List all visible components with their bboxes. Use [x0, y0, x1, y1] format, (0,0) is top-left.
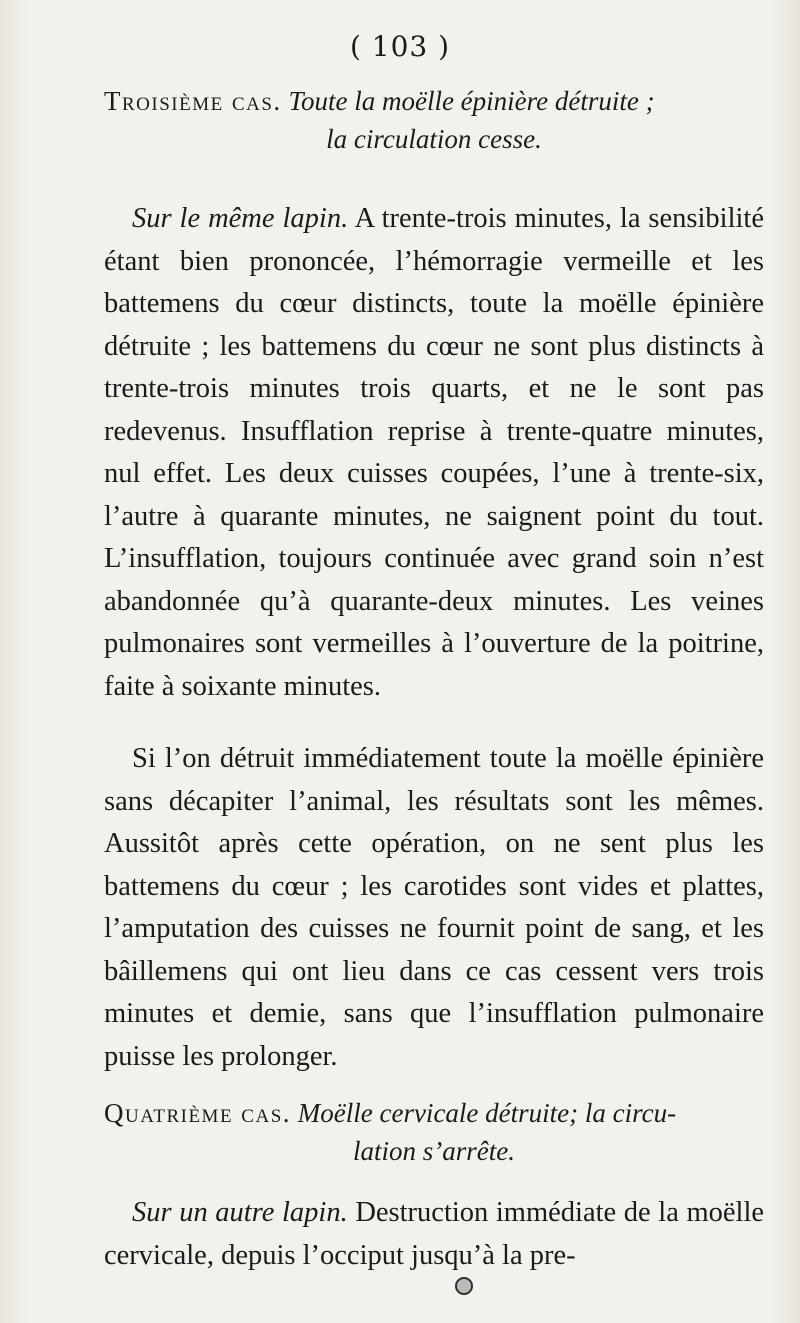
- paragraph-lead-same-rabbit: Sur le même lapin.: [132, 203, 349, 234]
- paragraph-lead-other-rabbit: Sur un autre lapin.: [132, 1197, 348, 1228]
- case-four-title-line1: Moëlle cervicale détruite; la circu-: [297, 1098, 677, 1128]
- case-four-heading: [104, 1094, 764, 1170]
- paragraph-body-spinal-destruction: Si l’on détruit immédiatement toute la moëlle épinière sans décapiter l’animal, les résultats sont les mêmes. Aussitôt après cette opération, on ne sent plus les battemens du cœur ; les carotides sont vides et plattes, l’amputation des cuisses ne fournit point de sang, et les bâillemens qui ont lieu dans ce cas cessent vers trois minutes et demie, sans que l’insufflation pulmonaire puisse les prolonger.: [104, 743, 764, 1072]
- case-three-title-line1: Toute la moëlle épinière détruite ;: [288, 86, 655, 116]
- case-four-label: Quatrième cas.: [104, 1098, 292, 1128]
- paragraph-same-rabbit: [104, 198, 764, 708]
- case-three-label: Troisième cas.: [104, 86, 282, 116]
- paragraph-other-rabbit: [104, 1192, 764, 1277]
- paragraph-spinal-destruction: [104, 738, 764, 1078]
- paragraph-body-same-rabbit: A trente-trois minutes, la sensibilité étant bien prononcée, l’hémorragie vermeille et les battemens du cœur distincts, toute la moëlle épinière détruite ; les battemens du cœur ne sont plus distincts à trente-trois minutes trois quarts, et ne le sont pas redevenus. Insufflation reprise à trente-quatre minutes, nul effet. Les deux cuisses coupées, l’une à trente-six, l’autre à quarante minutes, ne saignent point du tout. L’insufflation, toujours continuée avec grand soin n’est abandonnée qu’à quarante-deux minutes. Les veines pulmonaires sont vermeilles à l’ouverture de la poitrine, faite à soixante minutes.: [104, 203, 764, 702]
- printer-ornament-dot: [455, 1277, 473, 1295]
- case-four-title-line2: lation s’arrête.: [353, 1136, 515, 1166]
- page-number: ( 103 ): [349, 30, 451, 63]
- case-three-heading: [104, 82, 764, 158]
- paragraph-body-other-rabbit: Destruction immédiate de la moëlle cervicale, depuis l’occiput jusqu’à la pre-: [104, 1197, 765, 1271]
- case-three-title-line2: la circulation cesse.: [326, 124, 542, 154]
